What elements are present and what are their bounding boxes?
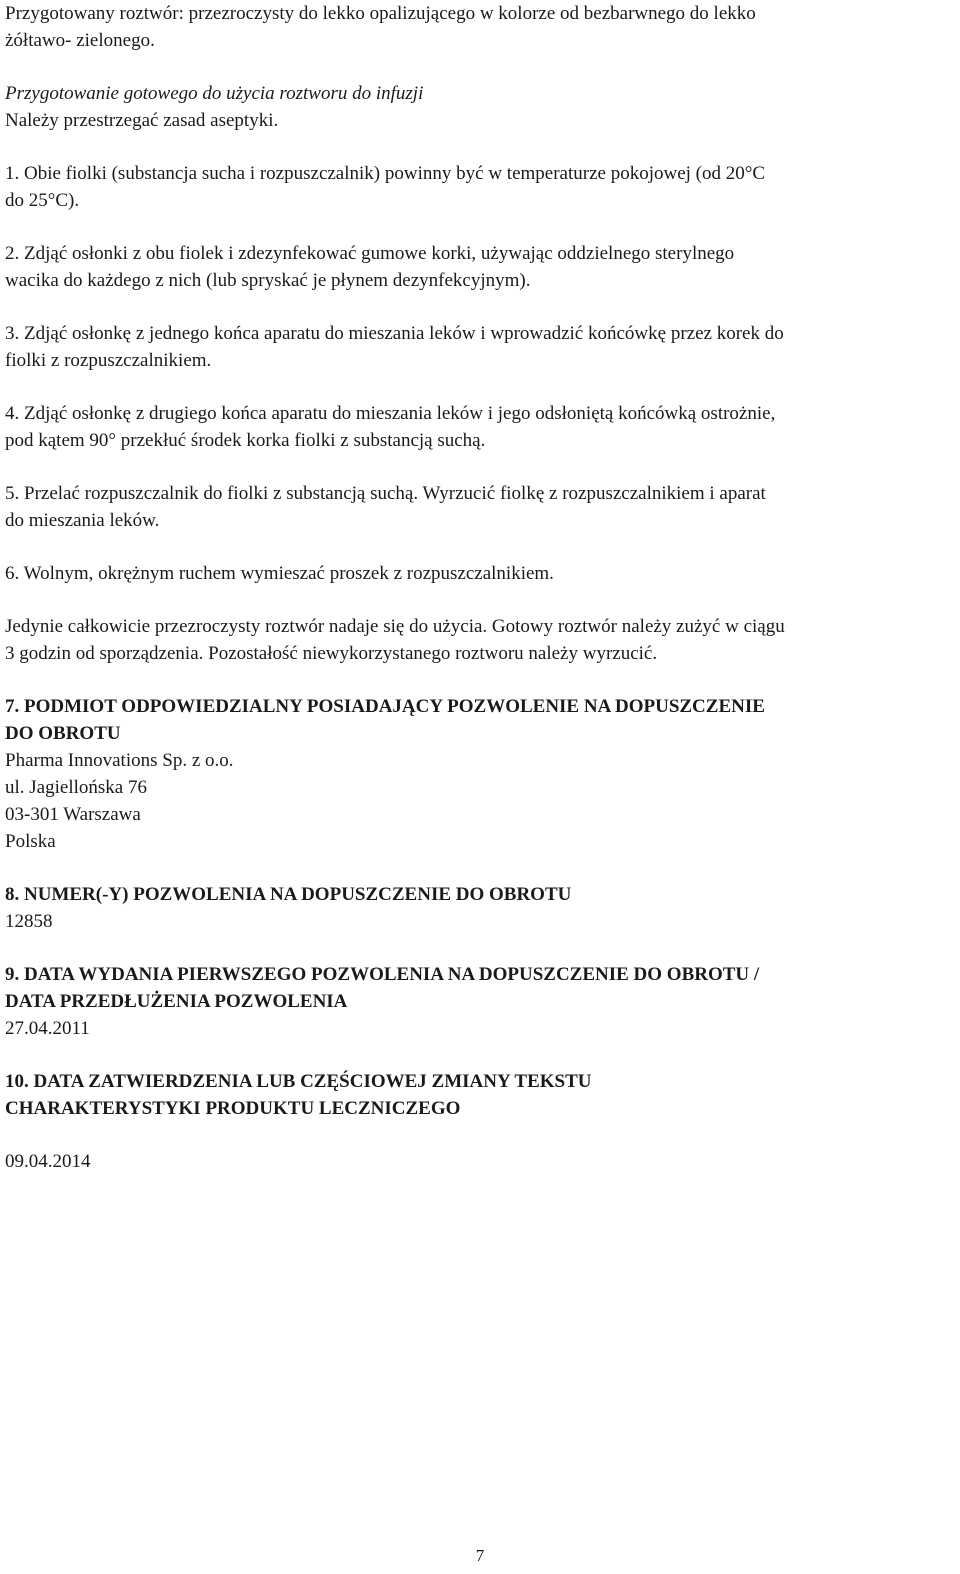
step-4-line-1: 4. Zdjąć osłonkę z drugiego końca aparatu do mieszania leków i jego odsłoniętą końcówką ostrożnie,: [5, 403, 776, 424]
step-5: [5, 480, 955, 534]
usage-note-line-1: Jedynie całkowicie przezroczysty roztwór nadaje się do użycia. Gotowy roztwór należy zużyć w ciągu: [5, 616, 785, 637]
section-7-heading-line-2: DO OBROTU: [5, 723, 121, 744]
revision-date: 09.04.2014: [5, 1151, 91, 1172]
company-city: 03-301 Warszawa: [5, 804, 141, 825]
first-authorization-date: 27.04.2011: [5, 1018, 90, 1039]
step-5-line-1: 5. Przelać rozpuszczalnik do fiolki z substancją suchą. Wyrzucić fiolkę z rozpuszczalnikiem i aparat: [5, 483, 766, 504]
step-5-line-2: do mieszania leków.: [5, 510, 160, 531]
preparation-block: [5, 80, 955, 134]
section-10-heading-line-1: 10. DATA ZATWIERDZENIA LUB CZĘŚCIOWEJ ZMIANY TEKSTU: [5, 1071, 592, 1092]
intro-paragraph: [5, 0, 955, 54]
section-9: [5, 961, 955, 1042]
usage-note: [5, 613, 955, 667]
step-4-line-2: pod kątem 90° przekłuć środek korka fiolki z substancją suchą.: [5, 430, 486, 451]
step-1-line-2: do 25°C).: [5, 190, 80, 211]
step-3: [5, 320, 955, 374]
page-number: 7: [475, 1546, 485, 1565]
authorization-number: 12858: [5, 911, 53, 932]
usage-note-line-2: 3 godzin od sporządzenia. Pozostałość niewykorzystanego roztworu należy wyrzucić.: [5, 643, 658, 664]
step-6: [5, 560, 955, 587]
section-9-heading-line-2: DATA PRZEDŁUŻENIA POZWOLENIA: [5, 991, 348, 1012]
section-7-heading-line-1: 7. PODMIOT ODPOWIEDZIALNY POSIADAJĄCY POZWOLENIE NA DOPUSZCZENIE: [5, 696, 765, 717]
section-7: [5, 693, 955, 855]
step-6-line-1: 6. Wolnym, okrężnym ruchem wymieszać proszek z rozpuszczalnikiem.: [5, 563, 554, 584]
section-8: [5, 881, 955, 935]
section-10: [5, 1068, 955, 1175]
intro-line-2: żółtawo- zielonego.: [5, 30, 155, 51]
step-2: [5, 240, 955, 294]
step-3-line-2: fiolki z rozpuszczalnikiem.: [5, 350, 212, 371]
step-4: [5, 400, 955, 454]
step-1: [5, 160, 955, 214]
company-name: Pharma Innovations Sp. z o.o.: [5, 750, 234, 771]
intro-line-1: Przygotowany roztwór: przezroczysty do lekko opalizującego w kolorze od bezbarwnego do lekko: [5, 3, 756, 24]
section-10-heading-line-2: CHARAKTERYSTYKI PRODUKTU LECZNICZEGO: [5, 1098, 461, 1119]
preparation-title: Przygotowanie gotowego do użycia roztworu do infuzji: [5, 83, 424, 104]
step-1-line-1: 1. Obie fiolki (substancja sucha i rozpuszczalnik) powinny być w temperaturze pokojowej (od 20°C: [5, 163, 765, 184]
document-page: [5, 0, 955, 1175]
company-country: Polska: [5, 831, 56, 852]
section-8-heading: 8. NUMER(-Y) POZWOLENIA NA DOPUSZCZENIE DO OBROTU: [5, 884, 572, 905]
company-street: ul. Jagiellońska 76: [5, 777, 147, 798]
step-2-line-1: 2. Zdjąć osłonki z obu fiolek i zdezynfekować gumowe korki, używając oddzielnego sterylnego: [5, 243, 735, 264]
step-3-line-1: 3. Zdjąć osłonkę z jednego końca aparatu do mieszania leków i wprowadzić końcówkę przez korek do: [5, 323, 784, 344]
section-9-heading-line-1: 9. DATA WYDANIA PIERWSZEGO POZWOLENIA NA DOPUSZCZENIE DO OBROTU /: [5, 964, 760, 985]
preparation-subtitle: Należy przestrzegać zasad aseptyki.: [5, 110, 279, 131]
step-2-line-2: wacika do każdego z nich (lub spryskać je płynem dezynfekcyjnym).: [5, 270, 531, 291]
